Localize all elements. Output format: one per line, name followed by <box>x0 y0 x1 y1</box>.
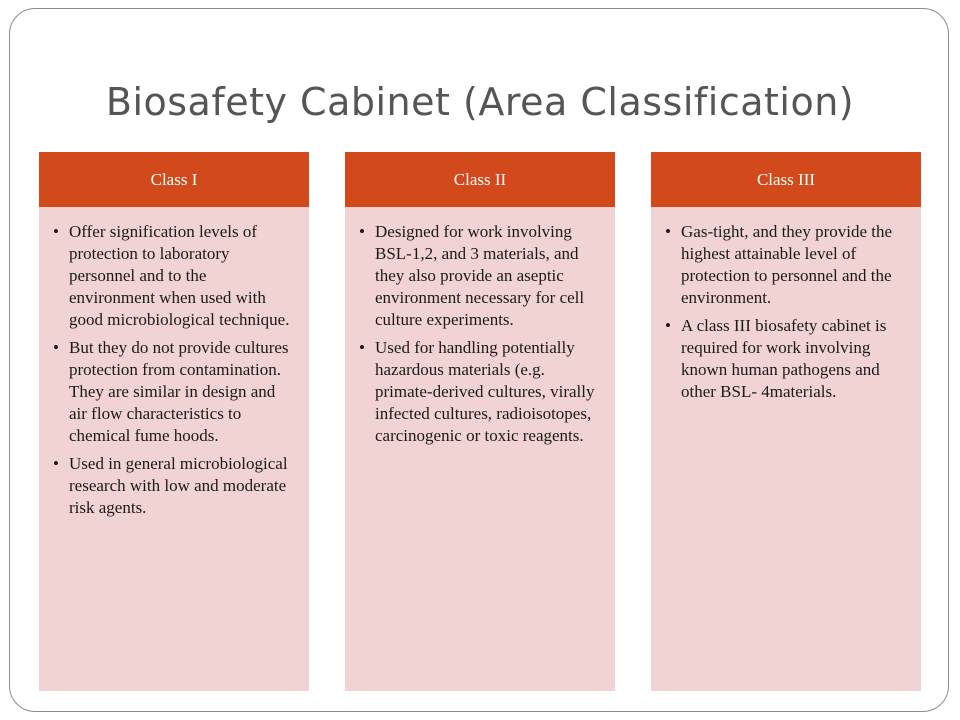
bullet-icon: • <box>359 338 365 357</box>
bullet-icon: • <box>359 222 365 241</box>
column-header: Class II <box>345 152 615 207</box>
list-item-text: But they do not provide cultures protection from contamination. They are similar in design and air flow characteristics to chemical fume hoods. <box>69 338 289 445</box>
list-item-text: Used for handling potentially hazardous materials (e.g. primate-derived cultures, virally infected cultures, radioisotopes, carcinogenic or toxic reagents. <box>375 338 595 445</box>
bullet-icon: • <box>53 454 59 473</box>
list-item-text: Offer signification levels of protection to laboratory personnel and to the environment when used with good microbiological technique. <box>69 222 290 329</box>
column-class-1 <box>39 152 309 691</box>
column-header: Class III <box>651 152 921 207</box>
column-body <box>651 207 921 691</box>
list-item <box>661 221 907 309</box>
bullet-list <box>661 221 907 403</box>
bullet-icon: • <box>53 338 59 357</box>
column-class-3 <box>651 152 921 691</box>
bullet-list <box>355 221 601 447</box>
list-item-text: Gas-tight, and they provide the highest attainable level of protection to personnel and the environment. <box>681 222 893 307</box>
column-body <box>345 207 615 691</box>
list-item-text: Used in general microbiological research with low and moderate risk agents. <box>69 454 288 517</box>
column-class-2 <box>345 152 615 691</box>
list-item <box>49 221 295 331</box>
bullet-icon: • <box>665 222 671 241</box>
list-item <box>661 315 907 403</box>
bullet-icon: • <box>665 316 671 335</box>
bullet-icon: • <box>53 222 59 241</box>
list-item-text: A class III biosafety cabinet is required for work involving known human pathogens and other BSL- 4materials. <box>681 316 887 401</box>
list-item <box>355 337 601 447</box>
bullet-list <box>49 221 295 519</box>
list-item <box>49 453 295 519</box>
list-item-text: Designed for work involving BSL-1,2, and 3 materials, and they also provide an aseptic environment necessary for cell culture experiments. <box>375 222 585 329</box>
list-item <box>49 337 295 447</box>
list-item <box>355 221 601 331</box>
slide-title: Biosafety Cabinet (Area Classification) <box>105 80 855 124</box>
column-body <box>39 207 309 691</box>
column-header: Class I <box>39 152 309 207</box>
